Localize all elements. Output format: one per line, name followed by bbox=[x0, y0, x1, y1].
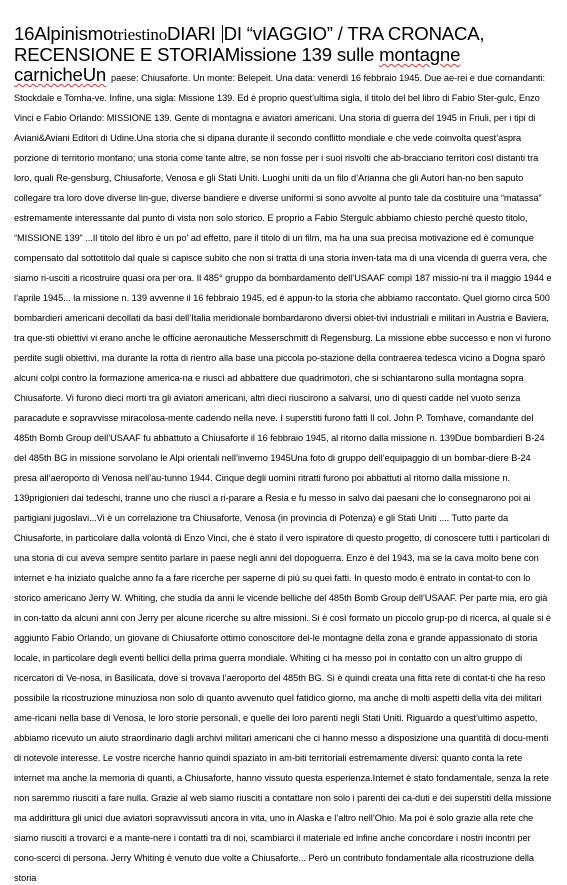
heading-section-title: DI “vIAGGIO” / TRA CRONACA, RECENSIONE E STORIA bbox=[14, 23, 485, 65]
text-cursor bbox=[222, 25, 223, 43]
heading-word-diari: DIARI bbox=[167, 23, 216, 44]
heading-word-triestino: triestino bbox=[113, 25, 168, 44]
page-number: 16 bbox=[14, 23, 35, 44]
article-heading bbox=[14, 24, 555, 885]
heading-article-title: Missione 139 sulle bbox=[224, 44, 375, 65]
body-paragraph: paese: Chiusaforte. Un monte: Belepeit. Una data: venerdì 16 febbraio 1945. Due ae-rei e due comandanti: Stockdale e Tomha-ve. Infine, una sigla: Missione 139. Ed è proprio quest’ultima sigla, il titolo del bel libro di Fabio Ster-gulc, Enzo Vinci e Fabio Orlando: MISSIONE 139. Gente di montagna e aviatori americani. Una storia di guerra del 1945 in Friuli, per i tipi di Aviani&Aviani Editori di Udine.Una storia che si dipana durante il secondo conflitto mondiale e che vede coinvolta quest’aspra porzione di territorio montano; una storia come tante altre, se non fosse per i suoi risvolti che ab-bracciano territori così distanti tra loro, quali Re-gensburg, Chiusaforte, Venosa e gli Stati Uniti. Luoghi uniti da un filo d’Arianna che gli Autori han-no ben saputo collegare tra loro dove diverse lin-gue, diverse bandiere e diverse uniformi si sono avvolte al punto tale da costituire una “matassa” estremamente interessante dal punto di vista non solo storico. E proprio a Fabio Stergulc abbiamo chiesto perché questo titolo, “MISSIONE 139” ...Il titolo del libro è un po’ ad effetto, pare il titolo di un film, ma ha una sua precisa motivazione ed è comunque compensato dal sottotitolo dal quale si capisce subito che non si tratta di una storia inven-tata ma di una vicenda di guerra vera, che siamo ri-usciti a ricostruire quasi ora per ora. Il 485° gruppo da bombardamento dell’USAAF compì 187 missio-ni tra il maggio 1944 e l’aprile 1945... la missione n. 139 avvenne il 16 febbraio 1945, ed è appun-to la storia che abbiamo raccontato. Quel giorno circa 500 bombardieri americani decollati da basi dell’Italia meridionale bombardarono diversi obiet-tivi industriali e militari in Austria e Baviera, tra que-sti obiettivi vi erano anche le officine aeronautiche Messerschmitt di Regensburg. La missione ebbe successo e non vi furono perdite sugli obiettivi, ma durante la rotta di rientro alla base una piccola po-stazione della contraerea tedesca vicino a Dogna sparò alcuni colpi contro la formazione america-na e riuscì ad abbattere due quadrimotori, che si schiantarono sulla montagna sopra Chiusaforte. Vi furono dieci morti tra gli aviatori americani, altri dieci riuscirono a salvarsi, uno di questi cadde nel vuoto senza paracadute e sopravvisse miracolosa-mente cadendo nella neve. I superstiti furono fatti Il col. John P. Tomhave, comandante del 485th Bomb Group dell’USAAF fu abbattuto a Chiusaforte il 16 febbraio 1945, al ritorno dalla missione n. 139Due bombardieri B-24 del 485th BG in missione sorvolano le Alpi orientali nell’inverno 1945Una foto di gruppo dell’equipaggio di un bombar-diere B-24 presa all’aeroporto di Venosa nell’au-tunno 1944. Cinque degli uomini ritratti furono poi abbattuti al ritorno dalla missione n. 139prigionieri dai tedeschi, tranne uno che riuscì a ri-parare a Resia e fu messo in salvo dai paesani che lo consegnarono poi ai partigiani jugoslavi...Vi è un correlazione tra Chiusaforte, Venosa (in provincia di Potenza) e gli Stati Uniti .... Tutto parte da Chiusaforte, in particolare dalla volontà di Enzo Vinci, che è stato il vero ispiratore di questo progetto, di conoscere tutti i particolari di una storia di cui aveva sempre sentito parlare in paese negli anni del dopoguerra. Enzo è del 1943, ma se la cava molto bene con internet e ha iniziato qualche anno fa a fare ricerche per saperne di più su quei fatti. In questo modo è entrato in contat-to con lo storico americano Jerry W. Whiting, che studia da anni le vicende belliche del 485th Bomb Group dell’USAAF. Per parte mia, ero già in con-tatto da alcuni anni con Jerry per alcune ricerche su altre missioni. Si è così formato un piccolo grup-po di ricerca, al quale si è aggiunto Fabio Orlando, un giovane di Chiusaforte ottimo conoscitore del-le montagne della zona e grande appassionato di storia locale, in particolare degli eventi bellici della prima guerra mondiale. Whiting ci ha messo poi in contatto con un altro gruppo di ricercatori di Ve-nosa, in Basilicata, dove si trovava l’aeroporto del 485th BG. Si è quindi creata una fitta rete di contat-ti che ha reso possibile la ricostruzione minuziosa non solo di quanto avvenuto quel fatidico giorno, ma anche di molti aspetti della vita dei militari ame-ricani nella base di Venosa, le loro storie personali, e quelle dei loro parenti negli Stati Uniti. Riguardo a quest’ultimo aspetto, abbiamo ricevuto un aiuto straordinario dagli archivi militari americani che ci hanno messo a disposizione una quantità di docu-menti di notevole interesse. Le vostre ricerche hanno quindi spaziato in am-biti territoriali estremamente diversi: quanto conta la rete internet ma anche la memoria di quanti, a Chiusaforte, hanno vissuto questa esperienza.Internet è stato fondamentale, senza la rete non saremmo riusciti a fare nulla. Grazie al web siamo riusciti a contattare non solo i parenti dei ca-duti e dei superstiti della missione ma addirittura gli unici due aviatori sopravvissuti ancora in vita, uno in Alaska e l’altro nell’Ohio. Ma poi è solo grazie alla rete che siamo riusciti a trovarci e a mante-nere i contatti tra di noi, scambiarci il materiale ed infine anche concordare i nostri incontri per cono-scerci di persona. Jerry Whiting è venuto due volte a Chiusaforte... Però un contributo fondamentale alla ricostruzione della storia bbox=[14, 73, 552, 883]
heading-article-subtitle: montagne carniche bbox=[14, 44, 461, 85]
heading-first-word: Un bbox=[82, 64, 107, 85]
heading-word-alpinismo: Alpinismo bbox=[34, 23, 114, 44]
